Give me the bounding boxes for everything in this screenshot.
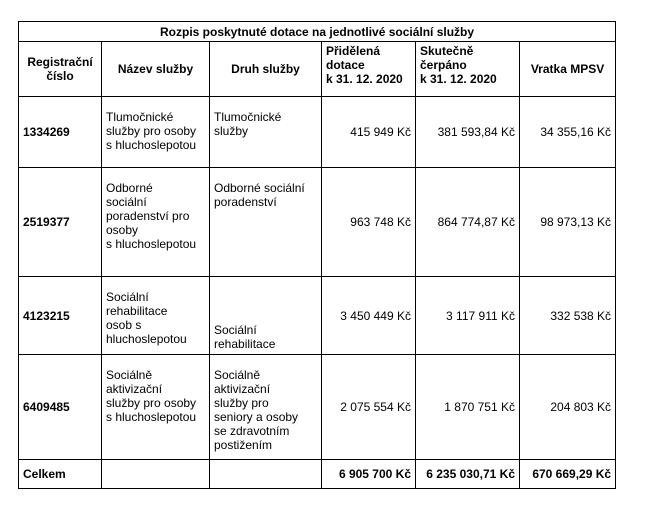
- total-empty-cell: [210, 460, 322, 489]
- refund-cell: 332 538 Kč: [520, 277, 616, 355]
- allocated-grant-cell: 963 748 Kč: [322, 168, 416, 277]
- reg-number-cell: 6409485: [19, 355, 102, 460]
- table-row: [19, 355, 616, 460]
- header-refund: Vratka MPSV: [520, 42, 616, 97]
- header-actual-spent: Skutečně čerpáno k 31. 12. 2020: [416, 42, 520, 97]
- header-reg-number: Registrační číslo: [19, 42, 102, 97]
- refund-cell: 204 803 Kč: [520, 355, 616, 460]
- total-empty-cell: [102, 460, 210, 489]
- grant-allocation-table: [18, 21, 616, 489]
- service-type-cell: Odborné sociální poradenství: [210, 168, 322, 277]
- table-title: Rozpis poskytnuté dotace na jednotlivé sociální služby: [19, 22, 616, 42]
- allocated-grant-cell: 3 450 449 Kč: [322, 277, 416, 355]
- table-header-row: [19, 42, 616, 97]
- table-row: [19, 277, 616, 355]
- service-type-cell: Tlumočnické služby: [210, 97, 322, 168]
- allocated-grant-cell: 2 075 554 Kč: [322, 355, 416, 460]
- service-name-cell: Sociálně aktivizační služby pro osoby s hluchoslepotou: [102, 355, 210, 460]
- service-name-cell: Sociální rehabilitace osob s hluchoslepotou: [102, 277, 210, 355]
- service-name-cell: Odborné sociální poradenství pro osoby s hluchoslepotou: [102, 168, 210, 277]
- actual-spent-cell: 1 870 751 Kč: [416, 355, 520, 460]
- header-service-name: Název služby: [102, 42, 210, 97]
- service-name-cell: Tlumočnické služby pro osoby s hluchoslepotou: [102, 97, 210, 168]
- service-type-cell: Sociálně aktivizační služby pro seniory a osoby se zdravotním postižením: [210, 355, 322, 460]
- reg-number-cell: 1334269: [19, 97, 102, 168]
- actual-spent-cell: 3 117 911 Kč: [416, 277, 520, 355]
- table-title-row: [19, 22, 616, 42]
- actual-spent-cell: 864 774,87 Kč: [416, 168, 520, 277]
- total-actual-spent: 6 235 030,71 Kč: [416, 460, 520, 489]
- header-allocated-grant: Přidělená dotace k 31. 12. 2020: [322, 42, 416, 97]
- actual-spent-cell: 381 593,84 Kč: [416, 97, 520, 168]
- table-row: [19, 97, 616, 168]
- reg-number-cell: 2519377: [19, 168, 102, 277]
- refund-cell: 98 973,13 Kč: [520, 168, 616, 277]
- total-refund: 670 669,29 Kč: [520, 460, 616, 489]
- refund-cell: 34 355,16 Kč: [520, 97, 616, 168]
- total-label: Celkem: [19, 460, 102, 489]
- service-type-cell: Sociální rehabilitace: [210, 277, 322, 355]
- reg-number-cell: 4123215: [19, 277, 102, 355]
- total-allocated-grant: 6 905 700 Kč: [322, 460, 416, 489]
- table-row: [19, 168, 616, 277]
- header-service-type: Druh služby: [210, 42, 322, 97]
- total-row: [19, 460, 616, 489]
- allocated-grant-cell: 415 949 Kč: [322, 97, 416, 168]
